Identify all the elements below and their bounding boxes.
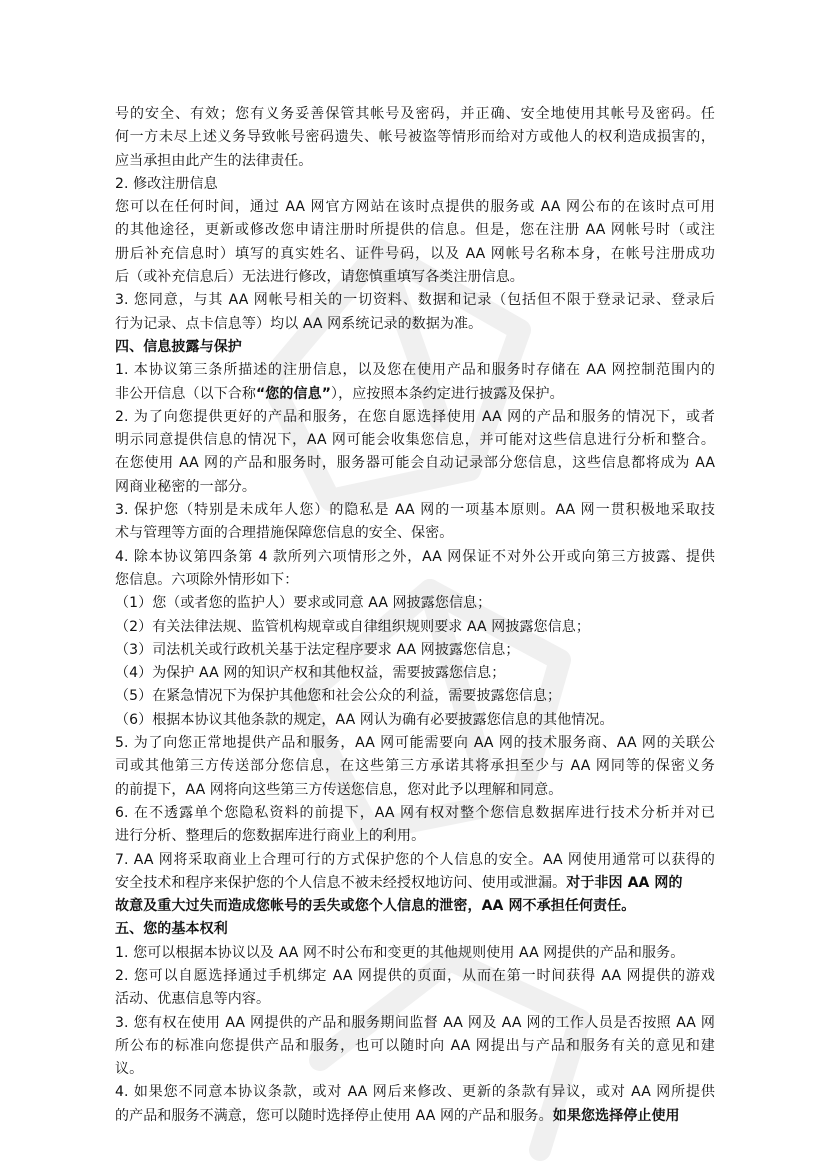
text-line	[115, 872, 715, 895]
text-line: 所公布的标准向您提供产品和服务，也可以随时向 AA 网提出与产品和服务有关的意见和建	[115, 1037, 715, 1054]
text-line: 2. 为了向您提供更好的产品和服务，在您自愿选择使用 AA 网的产品和服务的情况下，或者	[115, 408, 715, 425]
text-line: 在您使用 AA 网的产品和服务时，服务器可能会自动记录部分您信息，这些信息都将成为 AA	[115, 455, 715, 472]
text-line: 何一方未尽上述义务导致帐号密码遗失、帐号被盗等情形而给对方或他人的权利造成损害的，	[115, 129, 715, 146]
text-line: 6. 在不透露单个您隐私资料的前提下，AA 网有权对整个您信息数据库进行技术分析并对已	[115, 804, 715, 821]
text-line: 5. 为了向您正常地提供产品和服务，AA 网可能需要向 AA 网的技术服务商、AA 网的关联公	[115, 735, 715, 752]
list-item: （2）有关法律法规、监管机构规章或自律组织规则要求 AA 网披露您信息；	[115, 618, 590, 635]
section-heading: 四、信息披露与保护	[115, 338, 242, 355]
text-line: 3. 您同意，与其 AA 网帐号相关的一切资料、数据和记录（包括但不限于登录记录、登录后	[115, 292, 715, 309]
text-span: ），应按照本条约定进行披露及保护。	[331, 385, 564, 402]
document-body	[115, 103, 715, 1128]
text-line: 号的安全、有效；您有义务妥善保管其帐号及密码，并正确、安全地使用其帐号及密码。任	[115, 106, 715, 122]
text-line: 网商业秘密的一部分。	[115, 478, 256, 495]
text-line: 您可以在任何时间，通过 AA 网官方网站在该时点提供的服务或 AA 网公布的在该时点可用	[115, 199, 715, 216]
text-line: 1. 您可以根据本协议以及 AA 网不时公布和变更的其他规则使用 AA 网提供的产品和服务。	[115, 944, 685, 961]
list-item: （6）根据本协议其他条款的规定，AA 网认为确有必要披露您信息的其他情况。	[115, 711, 614, 728]
text-line: 应当承担由此产生的法律责任。	[115, 152, 313, 169]
text-line: 3. 您有权在使用 AA 网提供的产品和服务期间监督 AA 网及 AA 网的工作人员是否按照 AA 网	[115, 1014, 715, 1031]
list-item: （1）您（或者您的监护人）要求或同意 AA 网披露您信息；	[115, 595, 492, 612]
text-line: 册后补充信息时）填写的真实姓名、证件号码，以及 AA 网帐号名称本身，在帐号注册成功	[115, 245, 715, 262]
text-line: 4. 除本协议第四条第 4 款所列六项情形之外，AA 网保证不对外公开或向第三方披露、提供	[115, 548, 715, 565]
bold-clause: 对于非因 AA 网的	[566, 874, 683, 891]
text-line: 7. AA 网将采取商业上合理可行的方式保护您的个人信息的安全。AA 网使用通常可以获得的	[115, 851, 715, 868]
text-line: 活动、优惠信息等内容。	[115, 991, 271, 1008]
text-span: 安全技术和程序来保护您的个人信息不被未经授权地访问、使用或泄漏。	[115, 874, 567, 891]
list-item: （5）在紧急情况下为保护其他您和社会公众的利益，需要披露您信息；	[115, 688, 562, 705]
text-line	[115, 383, 715, 406]
text-line: 后（或补充信息后）无法进行修改，请您慎重填写各类注册信息。	[115, 269, 524, 286]
text-line: 的前提下，AA 网将向这些第三方传送您信息，您对此予以理解和同意。	[115, 781, 563, 798]
section-item-title: 2. 修改注册信息	[115, 175, 218, 192]
text-line	[115, 895, 715, 918]
text-line: 的其他途径，更新或修改您申请注册时所提供的信息。但是，您在注册 AA 网帐号时（或注	[115, 222, 715, 239]
text-line: 行为记录、点卡信息等）均以 AA 网系统记录的数据为准。	[115, 315, 483, 332]
text-line	[115, 1105, 715, 1128]
text-line: 您信息。六项除外情形如下：	[115, 571, 299, 588]
text-span: 非公开信息（以下合称	[115, 385, 256, 402]
text-line: 术与管理等方面的合理措施保障您信息的安全、保密。	[115, 525, 454, 542]
text-line: 4. 如果您不同意本协议条款，或对 AA 网后来修改、更新的条款有异议，或对 AA 网所提供	[115, 1084, 715, 1101]
text-line: 司或其他第三方传送部分您信息，在这些第三方承诺其将承担至少与 AA 网同等的保密义务	[115, 758, 715, 775]
list-item: （3）司法机关或行政机关基于法定程序要求 AA 网披露您信息；	[115, 641, 520, 658]
list-item: （4）为保护 AA 网的知识产权和其他权益，需要披露您信息；	[115, 665, 506, 682]
text-line: 明示同意提供信息的情况下，AA 网可能会收集您信息，并可能对这些信息进行分析和整合。	[115, 432, 715, 449]
text-line: 3. 保护您（特别是未成年人您）的隐私是 AA 网的一项基本原则。AA 网一贯积极地采取技	[115, 502, 715, 519]
section-heading: 五、您的基本权利	[115, 921, 228, 938]
bold-clause: 故意及重大过失而造成您帐号的丢失或您个人信息的泄密，AA 网不承担任何责任。	[115, 898, 636, 915]
text-line: 2. 您可以自愿选择通过手机绑定 AA 网提供的页面，从而在第一时间获得 AA 网提供的游戏	[115, 967, 715, 984]
bold-term: “您的信息”	[256, 385, 332, 402]
text-line: 1. 本协议第三条所描述的注册信息，以及您在使用产品和服务时存储在 AA 网控制范围内的	[115, 362, 715, 379]
bold-clause: 如果您选择停止使用	[552, 1107, 680, 1124]
text-span: 的产品和服务不满意，您可以随时选择停止使用 AA 网的产品和服务。	[115, 1107, 553, 1124]
text-line: 议。	[115, 1061, 144, 1078]
text-line: 进行分析、整理后的您数据库进行商业上的利用。	[115, 828, 426, 845]
